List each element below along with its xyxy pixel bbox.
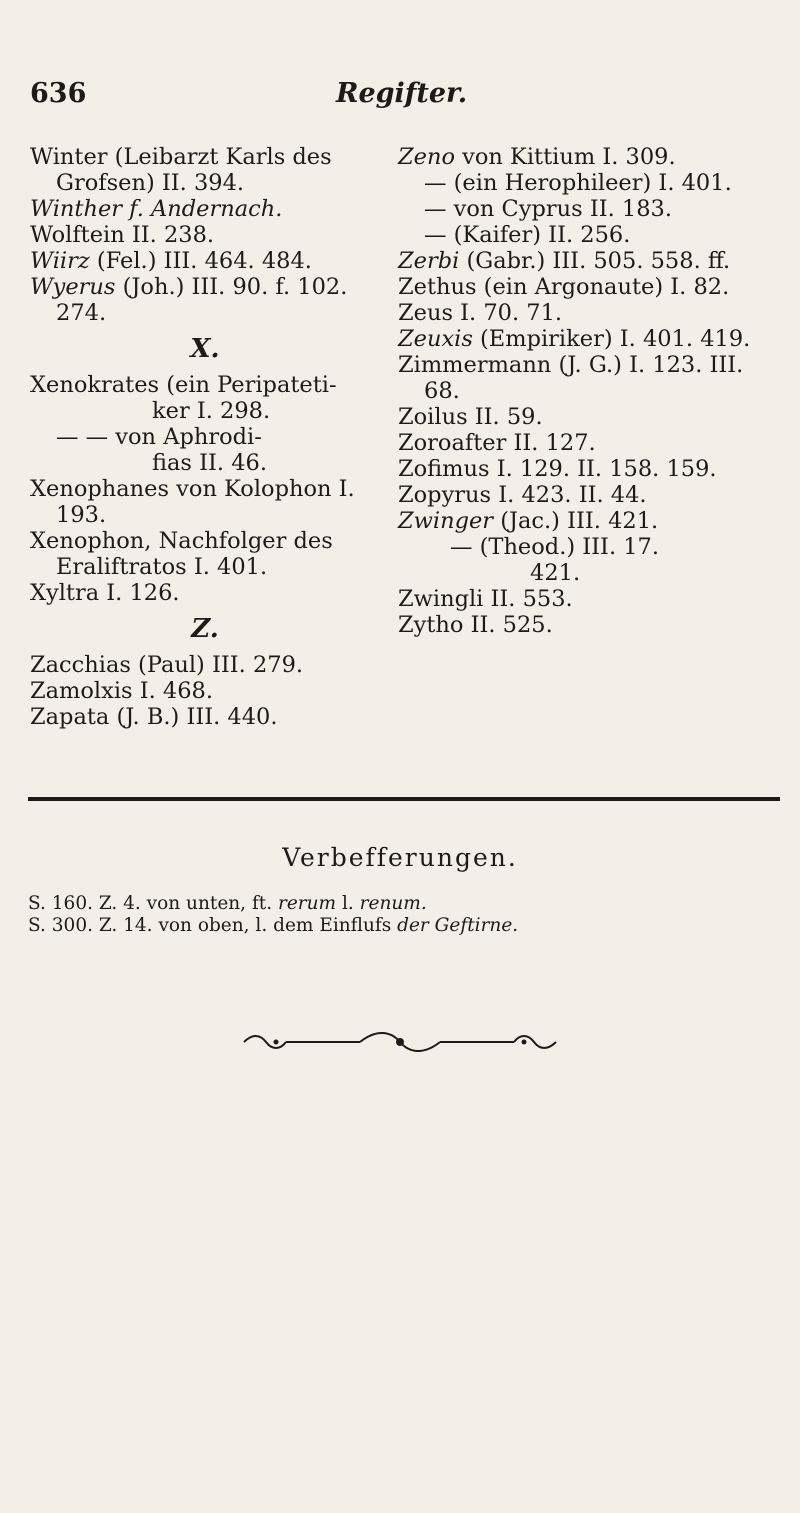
index-entry: Xenokrates (ein Peripateti-: [30, 372, 337, 398]
index-entry: Zamolxis I. 468.: [30, 678, 213, 704]
index-column-right: [398, 144, 778, 638]
index-entry: — (Theod.) III. 17.: [450, 534, 660, 560]
index-entry: Winther f. Andernach.: [30, 196, 283, 222]
index-entry: Xyltra I. 126.: [30, 580, 180, 606]
section-letter-x: X.: [190, 334, 220, 364]
index-entry: Zimmermann (J. G.) I. 123. III. 68.: [398, 352, 744, 404]
index-entry-continuation: 421.: [530, 560, 581, 586]
index-entry: Zapata (J. B.) III. 440.: [30, 704, 278, 730]
section-letter-z: Z.: [191, 614, 219, 644]
index-entry: — (ein Herophileer) I. 401.: [424, 170, 732, 196]
index-column-left: [30, 144, 380, 730]
ornament-divider: [240, 1028, 560, 1054]
errata-line: S. 160. Z. 4. von unten, ft. rerum l. renum.: [28, 893, 427, 914]
index-entry: Zacchias (Paul) III. 279.: [30, 652, 304, 678]
index-entry-continuation: fias II. 46.: [152, 450, 267, 476]
index-entry: — (Kaifer) II. 256.: [424, 222, 631, 248]
index-entry: Zethus (ein Argonaute) I. 82.: [398, 274, 730, 300]
page-number: 636: [30, 78, 87, 109]
errata-title: Verbefferungen.: [282, 843, 518, 872]
index-entry: Zopyrus I. 423. II. 44.: [398, 482, 647, 508]
errata-line: S. 300. Z. 14. von oben, l. dem Einflufs der Geftirne.: [28, 915, 519, 936]
section-rule: [28, 797, 780, 801]
index-entry: Zwingli II. 553.: [398, 586, 573, 612]
index-entry: Wolftein II. 238.: [30, 222, 215, 248]
running-title: Regifter.: [336, 78, 468, 109]
index-entry: Zoilus II. 59.: [398, 404, 543, 430]
index-entry: Zeno von Kittium I. 309.: [398, 144, 676, 170]
index-entry: — — von Aphrodi-: [56, 424, 262, 450]
index-entry: Zeuxis (Empiriker) I. 401. 419.: [398, 326, 751, 352]
index-entry: Zeus I. 70. 71.: [398, 300, 563, 326]
index-entry: — von Cyprus II. 183.: [424, 196, 673, 222]
index-entry: Xenophon, Nachfolger des Eraliftratos I. 401.: [30, 528, 333, 580]
index-entry: Xenophanes von Kolophon I. 193.: [30, 476, 355, 528]
errata-list: [28, 893, 788, 937]
index-entry: Zoroafter II. 127.: [398, 430, 596, 456]
page-header: [30, 78, 770, 122]
index-entry: Zofimus I. 129. II. 158. 159.: [398, 456, 717, 482]
index-entry: Zwinger (Jac.) III. 421.: [398, 508, 659, 534]
index-entry-continuation: ker I. 298.: [152, 398, 271, 424]
index-entry: Winter (Leibarzt Karls des Grofsen) II. 394.: [30, 144, 332, 196]
index-entry: Zerbi (Gabr.) III. 505. 558. ff.: [398, 248, 731, 274]
index-entry: Wyerus (Joh.) III. 90. f. 102. 274.: [30, 274, 348, 326]
index-entry: Wiirz (Fel.) III. 464. 484.: [30, 248, 312, 274]
index-entry: Zytho II. 525.: [398, 612, 553, 638]
